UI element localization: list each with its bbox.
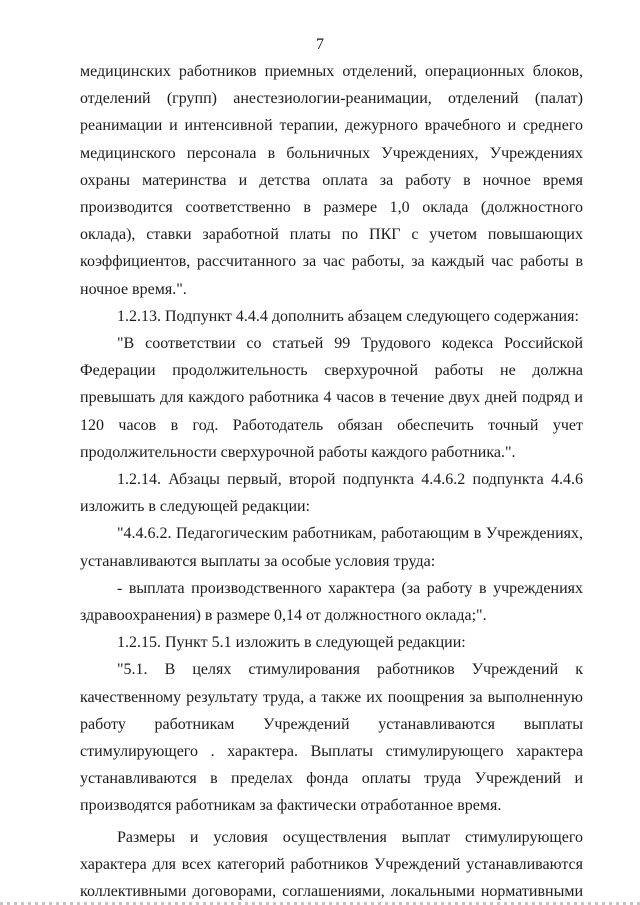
paragraph-production-payment: - выплата производственного характера (за работу в учреждениях здравоохранения) в размере 0,14 от должностного оклада;". <box>80 579 583 625</box>
paragraph-1-2-15: 1.2.15. Пункт 5.1 изложить в следующей редакции: <box>117 634 466 652</box>
paragraph-night-work-pay: медицинских работников приемных отделений, операционных блоков, отделений (групп) анестезиологии-реанимации, отделений (палат) реанимации и интенсивной терапии, дежурного врачебного и среднего медицинского персонала в больничных Учреждениях, Учреждениях охраны материнства и детства оплата за работу в ночное время производится соответственно в размере 1,0 оклада (должностного оклада), ставки заработной платы по ПКГ с учетом повышающих коэффициентов, рассчитанного за час работы, за каждый час работы в ночное время.". <box>80 63 583 298</box>
paragraph-1-2-14: 1.2.14. Абзацы первый, второй подпункта 4.4.6.2 подпункта 4.4.6 изложить в следующей редакции: <box>80 471 583 516</box>
page-number: 7 <box>316 36 324 53</box>
document-body <box>80 58 583 905</box>
paragraph-incentive-conditions: Размеры и условия осуществления выплат стимулирующего характера для всех категорий работников Учреждений устанавливаются коллективными договорами, соглашениями, локальными нормативными <box>80 828 583 901</box>
paragraph-1-2-13: 1.2.13. Подпункт 4.4.4 дополнить абзацем следующего содержания: <box>117 307 579 325</box>
paragraph-4-4-6-2: "4.4.6.2. Педагогическим работникам, работающим в Учреждениях, устанавливаются выплаты за особые условия труда: <box>80 525 583 570</box>
paragraph-overtime-limit: "В соответствии со статьей 99 Трудового кодекса Российской Федерации продолжительность сверхурочной работы не должна превышать для каждого работника 4 часов в течение двух дней подряд и 120 часов в год. Работодатель обязан обеспечить точный учет продолжительности сверхурочной работы каждого работника.". <box>80 335 583 461</box>
paragraph-5-1: "5.1. В целях стимулирования работников Учреждений к качественному результату труда, а также их поощрения за выполненную работу работникам Учреждений устанавливаются выплаты стимулирующего . характера. Выплаты стимулирующего характера устанавливаются в пределах фонда оплаты труда Учреждений и производятся работникам за фактически отработанное время. <box>80 661 583 815</box>
